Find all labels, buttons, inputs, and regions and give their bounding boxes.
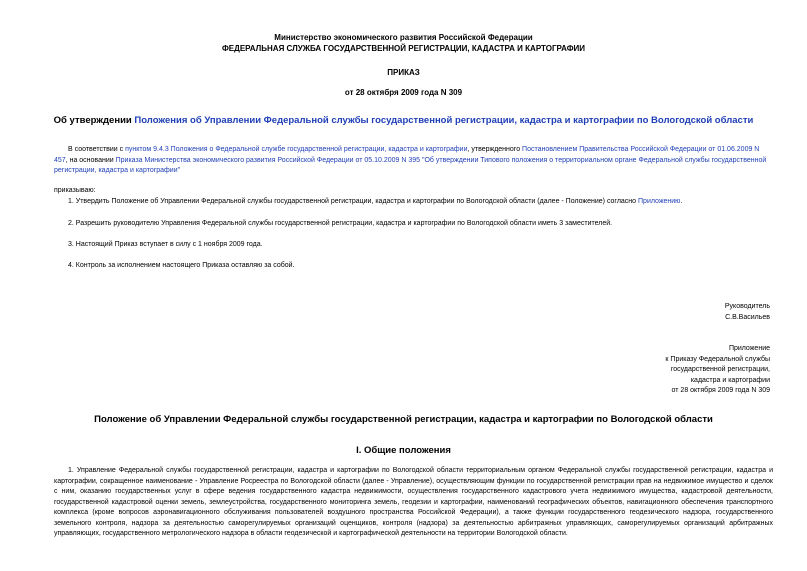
ministry-order-link[interactable]: Приказа Министерства экономического развития Российской Федерации от 05.10.2009 N 395 "Об утверждении Типового положения о территориальном органе Федеральной службы государственной регистрации, кадастра и картографии"	[54, 156, 767, 174]
signature-role: Руководитель	[724, 303, 770, 310]
appendix-link[interactable]: Приложению	[638, 198, 681, 205]
signature-name: С.В.Васильев	[725, 313, 770, 321]
doc-title-prefix: Об утверждении	[53, 115, 135, 126]
doc-date-number: от 28 октября 2009 года N 309	[344, 88, 463, 97]
regulation-para-1: 1. Управление Федеральной службы государственной регистрации, кадастра и картографии по Вологодской области территориальным органом Федеральной службы государственной регистрации, кадастра и картографии, сокращенное наименование - Управление Росреестра по Вологодской области (далее - Управление), осуществляющим функции по государственной регистрации прав на недвижимое имущество и сделок с ним, оказанию государственных услуг в сфере ведения государственного кадастра недвижимости, осуществления государственного кадастрового учета недвижимого имущества, кадастровой деятельности, государственной кадастровой оценки земель, землеустройства, государственного мониторинга земель, геодезии и картографии, наименований географических объектов, навигационного обеспечения транспортного комплекса (кроме вопросов аэронавигационного обслуживания пользователей воздушного пространства Российской Федерации), а также функции государственного геодезического надзора, государственного земельного контроля, надзора за деятельностью саморегулируемых организаций оценщиков, контроля (надзора) за деятельностью арбитражных управляющих, саморегулируемых организаций арбитражных управляющих, государственного метрологического надзора в области геодезической и картографической деятельности на территории Вологодской области.	[54, 467, 773, 537]
preamble-text-3: , на основании	[65, 156, 116, 164]
clause-943-link[interactable]: пунктом 9.4.3 Положения о Федеральной службе государственной регистрации, кадастра и картографии	[125, 146, 468, 153]
header-service: ФЕДЕРАЛЬНАЯ СЛУЖБА ГОСУДАРСТВЕННОЙ РЕГИСТРАЦИИ, КАДАСТРА И КАРТОГРАФИИ	[221, 44, 586, 53]
preamble-text-2: , утвержденного	[467, 146, 523, 153]
signature-block	[725, 302, 770, 323]
appendix-block	[665, 344, 770, 397]
regulation-link[interactable]: Положения об Управлении Федеральной службы государственной регистрации, кадастра и картографии по Вологодской области	[134, 115, 754, 126]
item-1-end: .	[680, 198, 683, 205]
appendix-line-5: от 28 октября 2009 года N 309	[671, 387, 770, 394]
preamble-text-1: В соответствии с	[68, 146, 126, 153]
item-1-text: 1. Утвердить Положение об Управлении Федеральной службы государственной регистрации, кадастра и картографии по Вологодской области (далее - Положение) согласно	[68, 198, 639, 205]
section-1-heading: I. Общие положения	[356, 445, 451, 456]
order-word: приказываю:	[54, 187, 96, 194]
regulation-title: Положение об Управлении Федеральной службы государственной регистрации, кадастра и картографии по Вологодской области	[94, 414, 713, 425]
item-2: 2. Разрешить руководителю Управления Федеральной службы государственной регистрации, кадастра и картографии по Вологодской области иметь 3 заместителей.	[68, 220, 613, 227]
appendix-line-2: к Приказу Федеральной службы	[665, 355, 770, 363]
item-3: 3. Настоящий Приказ вступает в силу с 1 ноября 2009 года.	[68, 241, 263, 248]
item-1	[68, 197, 773, 208]
government-decree-link[interactable]: Постановлением Правительства Российской Федерации от 01.06.2009 N 457	[54, 146, 760, 164]
doc-type: ПРИКАЗ	[387, 68, 420, 77]
preamble	[54, 145, 773, 177]
appendix-line-3: государственной регистрации,	[670, 366, 770, 373]
header-ministry: Министерство экономического развития Российской Федерации	[274, 33, 533, 42]
item-4: 4. Контроль за исполнением настоящего Приказа оставляю за собой.	[68, 262, 295, 269]
doc-title	[0, 115, 807, 127]
appendix-line-1: Приложение	[728, 345, 770, 352]
appendix-line-4: кадастра и картографии	[690, 376, 770, 384]
